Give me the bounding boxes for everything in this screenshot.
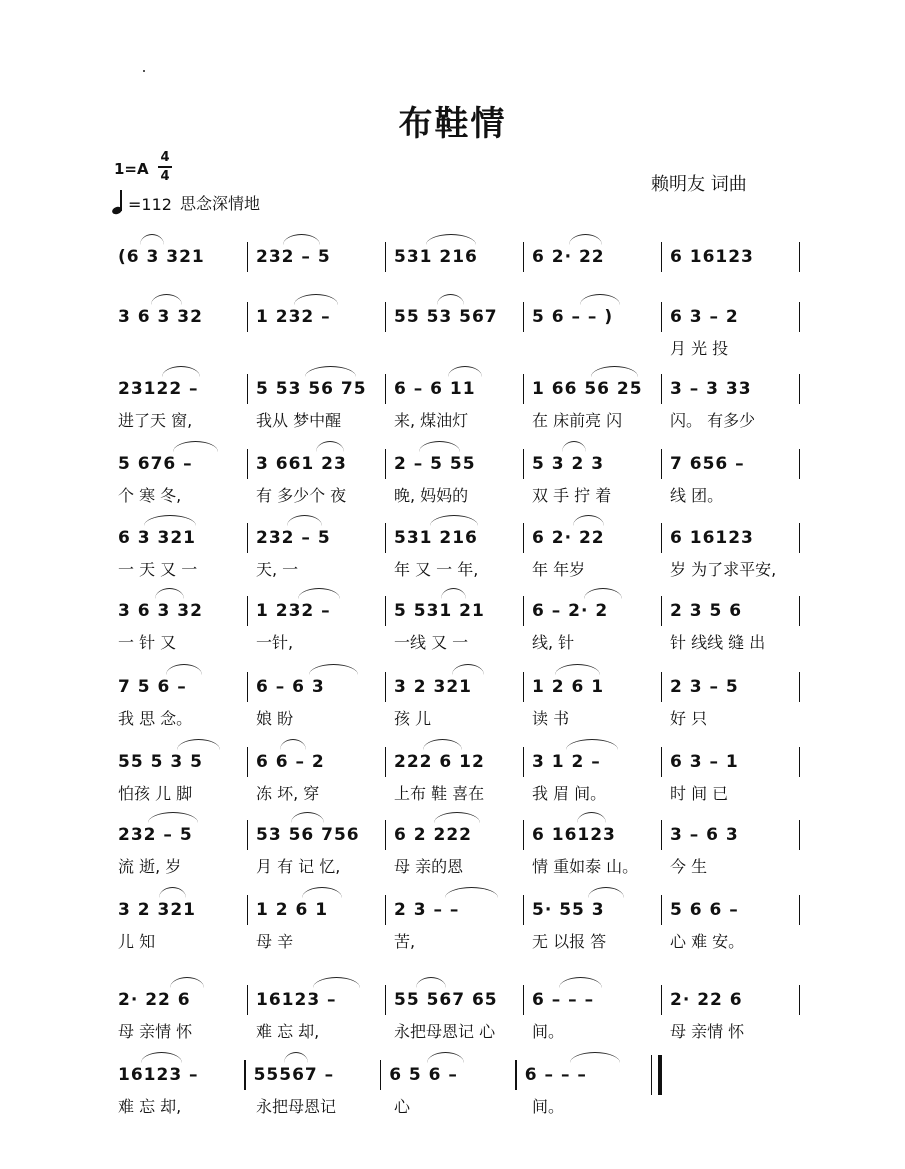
measure: 531 216: [394, 528, 478, 548]
measure: 6 – 6 3: [256, 677, 325, 697]
measure: 2 – 5 55: [394, 454, 476, 474]
lyric-segment: 上布 鞋 喜在: [394, 784, 485, 803]
lyric-segment: 心: [394, 1097, 411, 1116]
lyric-segment: 一针,: [256, 633, 294, 652]
lyric-segment: 线, 针: [532, 633, 575, 652]
quarter-note-icon: [112, 190, 126, 214]
lyric-segment: 在 床前亮 闪: [532, 411, 623, 430]
lyric-segment: [662, 276, 800, 300]
lyric-segment: 母 辛: [256, 932, 294, 951]
author-credit: 赖明友 词曲: [651, 174, 747, 195]
lyric-segment: 永把母恩记 心: [394, 1022, 496, 1041]
barline: [799, 895, 800, 925]
lyric-segment: [386, 336, 524, 360]
measure: 6 6 – 2: [256, 752, 325, 772]
lyric-segment: 来, 煤油灯: [394, 411, 469, 430]
measure: 16123 –: [118, 1065, 199, 1085]
measure: 232 – 5: [256, 528, 331, 548]
lyric-segment: 儿 知: [118, 932, 156, 951]
time-signature-top: 4: [160, 150, 170, 165]
barline: [799, 242, 800, 272]
lyric-segment: 双 手 拧 着: [532, 486, 612, 505]
measure: 6 3 – 2: [670, 307, 739, 327]
lyric-segment: 难 忘 却,: [118, 1097, 182, 1116]
lyric-segment: 岁 为了求平安,: [670, 560, 777, 579]
lyric-segment: 读 书: [532, 709, 570, 728]
barline: [799, 596, 800, 626]
lyric-row: [110, 854, 800, 878]
lyric-segment: 我从 梦中醒: [256, 411, 342, 430]
measure: 2· 22 6: [670, 990, 743, 1010]
lyric-segment: 天, 一: [256, 560, 299, 579]
tempo-value: =112: [128, 195, 172, 214]
measure: 3 1 2 –: [532, 752, 601, 772]
lyric-segment: 好 只: [670, 709, 708, 728]
lyric-segment: 有 多少个 夜: [256, 486, 347, 505]
measure: 232 – 5: [256, 247, 331, 267]
lyric-segment: 流 逝, 岁: [118, 857, 182, 876]
tempo-marking: [112, 190, 260, 214]
lyric-segment: 一 针 又: [118, 633, 177, 652]
time-signature: [158, 150, 172, 184]
measure: 1 66 56 25: [532, 379, 643, 399]
barline: [799, 302, 800, 332]
final-barline: [651, 1055, 662, 1095]
measure: 6 5 6 –: [389, 1065, 458, 1085]
measure: 55 567 65: [394, 990, 498, 1010]
measure: 6 3 – 1: [670, 752, 739, 772]
measure: 6 – 2· 2: [532, 601, 609, 621]
measure: 5 531 21: [394, 601, 485, 621]
barline: [799, 747, 800, 777]
measure: 16123 –: [256, 990, 337, 1010]
measure: 232 – 5: [118, 825, 193, 845]
notation-row: [110, 893, 800, 927]
lyric-segment: 母 亲情 怀: [670, 1022, 745, 1041]
measure: 3 2 321: [394, 677, 472, 697]
lyric-segment: 针 线线 缝 出: [670, 633, 766, 652]
notation-row: [110, 447, 800, 481]
lyric-segment: 孩 儿: [394, 709, 432, 728]
tempo-expression: 思念深情地: [179, 194, 260, 213]
barline: [799, 523, 800, 553]
measure: 6 – – –: [524, 1065, 587, 1085]
lyric-segment: 难 忘 却,: [256, 1022, 320, 1041]
measure: 6 2· 22: [532, 528, 605, 548]
measure: 7 5 6 –: [118, 677, 187, 697]
measure: 5 676 –: [118, 454, 193, 474]
lyric-segment: 年 年岁: [532, 560, 586, 579]
measure: 55567 –: [253, 1065, 335, 1085]
notation-row: [110, 372, 800, 406]
barline: [799, 672, 800, 702]
measure: 2 3 – 5: [670, 677, 739, 697]
lyric-segment: 今 生: [670, 857, 708, 876]
measure: 1 2 6 1: [256, 900, 329, 920]
lyric-segment: 我 思 念。: [118, 709, 193, 728]
measure: 53 56 756: [256, 825, 360, 845]
measure: 6 16123: [670, 528, 754, 548]
measure: 3 6 3 32: [118, 601, 203, 621]
lyric-row: [110, 706, 800, 730]
notation-row: [110, 521, 800, 555]
lyric-segment: 月 有 记 忆,: [256, 857, 341, 876]
measure: 6 3 321: [118, 528, 196, 548]
measure: 6 – – –: [532, 990, 595, 1010]
lyric-segment: [110, 276, 248, 300]
lyric-segment: 怕孩 儿 脚: [118, 784, 193, 803]
measure: 3 661 23: [256, 454, 347, 474]
measure: 3 – 6 3: [670, 825, 739, 845]
lyric-segment: 进了天 窗,: [118, 411, 193, 430]
notation-row: [110, 240, 800, 274]
lyric-segment: 一线 又 一: [394, 633, 469, 652]
lyric-segment: [524, 336, 662, 360]
measure: 1 232 –: [256, 307, 331, 327]
lyric-row: [110, 336, 800, 360]
lyric-segment: 月 光 投: [670, 339, 729, 358]
lyric-segment: 间。: [532, 1097, 565, 1116]
measure: 6 – 6 11: [394, 379, 476, 399]
notation-row: [110, 818, 800, 852]
lyric-segment: 晚, 妈妈的: [394, 486, 469, 505]
time-signature-bottom: 4: [160, 168, 170, 184]
lyric-segment: 永把母恩记: [256, 1097, 337, 1116]
measure: 2· 22 6: [118, 990, 191, 1010]
lyric-segment: 无 以报 答: [532, 932, 607, 951]
lyric-segment: [110, 336, 248, 360]
measure: 5 53 56 75: [256, 379, 367, 399]
notation-row: [110, 1058, 662, 1092]
measure: 6 16123: [670, 247, 754, 267]
lyric-segment: 母 亲的恩: [394, 857, 464, 876]
measure: 3 6 3 32: [118, 307, 203, 327]
measure: 55 5 3 5: [118, 752, 203, 772]
time-signature-bar: [158, 166, 172, 168]
lyric-segment: 我 眉 间。: [532, 784, 607, 803]
measure: 1 232 –: [256, 601, 331, 621]
lyric-segment: 心 难 安。: [670, 932, 745, 951]
lyric-segment: 时 间 已: [670, 784, 729, 803]
measure: 6 2 222: [394, 825, 472, 845]
barline: [799, 820, 800, 850]
lyric-segment: 情 重如泰 山。: [532, 857, 639, 876]
lyric-segment: 闪。 有多少: [670, 411, 756, 430]
measure: (6 3 321: [118, 247, 205, 267]
measure: 55 53 567: [394, 307, 498, 327]
barline: [799, 374, 800, 404]
lyric-row: [110, 483, 800, 507]
stray-mark: [143, 70, 145, 72]
barline: [799, 985, 800, 1015]
lyric-row: [110, 781, 800, 805]
measure: 5 6 – – ): [532, 307, 614, 327]
lyric-row: [110, 1094, 662, 1118]
lyric-segment: 母 亲情 怀: [118, 1022, 193, 1041]
barline: [799, 449, 800, 479]
song-title: 布鞋情: [398, 104, 507, 144]
notation-row: [110, 670, 800, 704]
notation-row: [110, 300, 800, 334]
key-signature: 1=A: [114, 160, 149, 178]
lyric-segment: 年 又 一 年,: [394, 560, 479, 579]
measure: 5 6 6 –: [670, 900, 739, 920]
lyric-segment: 间。: [532, 1022, 565, 1041]
notation-row: [110, 983, 800, 1017]
measure: 5· 55 3: [532, 900, 605, 920]
measure: 5 3 2 3: [532, 454, 605, 474]
notation-row: [110, 594, 800, 628]
lyric-row: [110, 630, 800, 654]
lyric-row: [110, 929, 800, 953]
measure: 222 6 12: [394, 752, 485, 772]
measure: 6 2· 22: [532, 247, 605, 267]
measure: 2 3 5 6: [670, 601, 743, 621]
lyric-segment: [248, 336, 386, 360]
measure: 6 16123: [532, 825, 616, 845]
lyric-segment: 个 寒 冬,: [118, 486, 182, 505]
lyric-segment: 线 团。: [670, 486, 724, 505]
lyric-row: [110, 408, 800, 432]
lyric-row: [110, 1019, 800, 1043]
measure: 531 216: [394, 247, 478, 267]
measure: 3 2 321: [118, 900, 196, 920]
measure: 1 2 6 1: [532, 677, 605, 697]
measure: 23122 –: [118, 379, 199, 399]
lyric-segment: 冻 坏, 穿: [256, 784, 320, 803]
lyric-segment: 娘 盼: [256, 709, 294, 728]
lyric-segment: 苦,: [394, 932, 416, 951]
lyric-row: [110, 557, 800, 581]
measure: 3 – 3 33: [670, 379, 752, 399]
measure: 7 656 –: [670, 454, 745, 474]
lyric-segment: 一 天 又 一: [118, 560, 198, 579]
measure: 2 3 – –: [394, 900, 460, 920]
notation-row: [110, 745, 800, 779]
